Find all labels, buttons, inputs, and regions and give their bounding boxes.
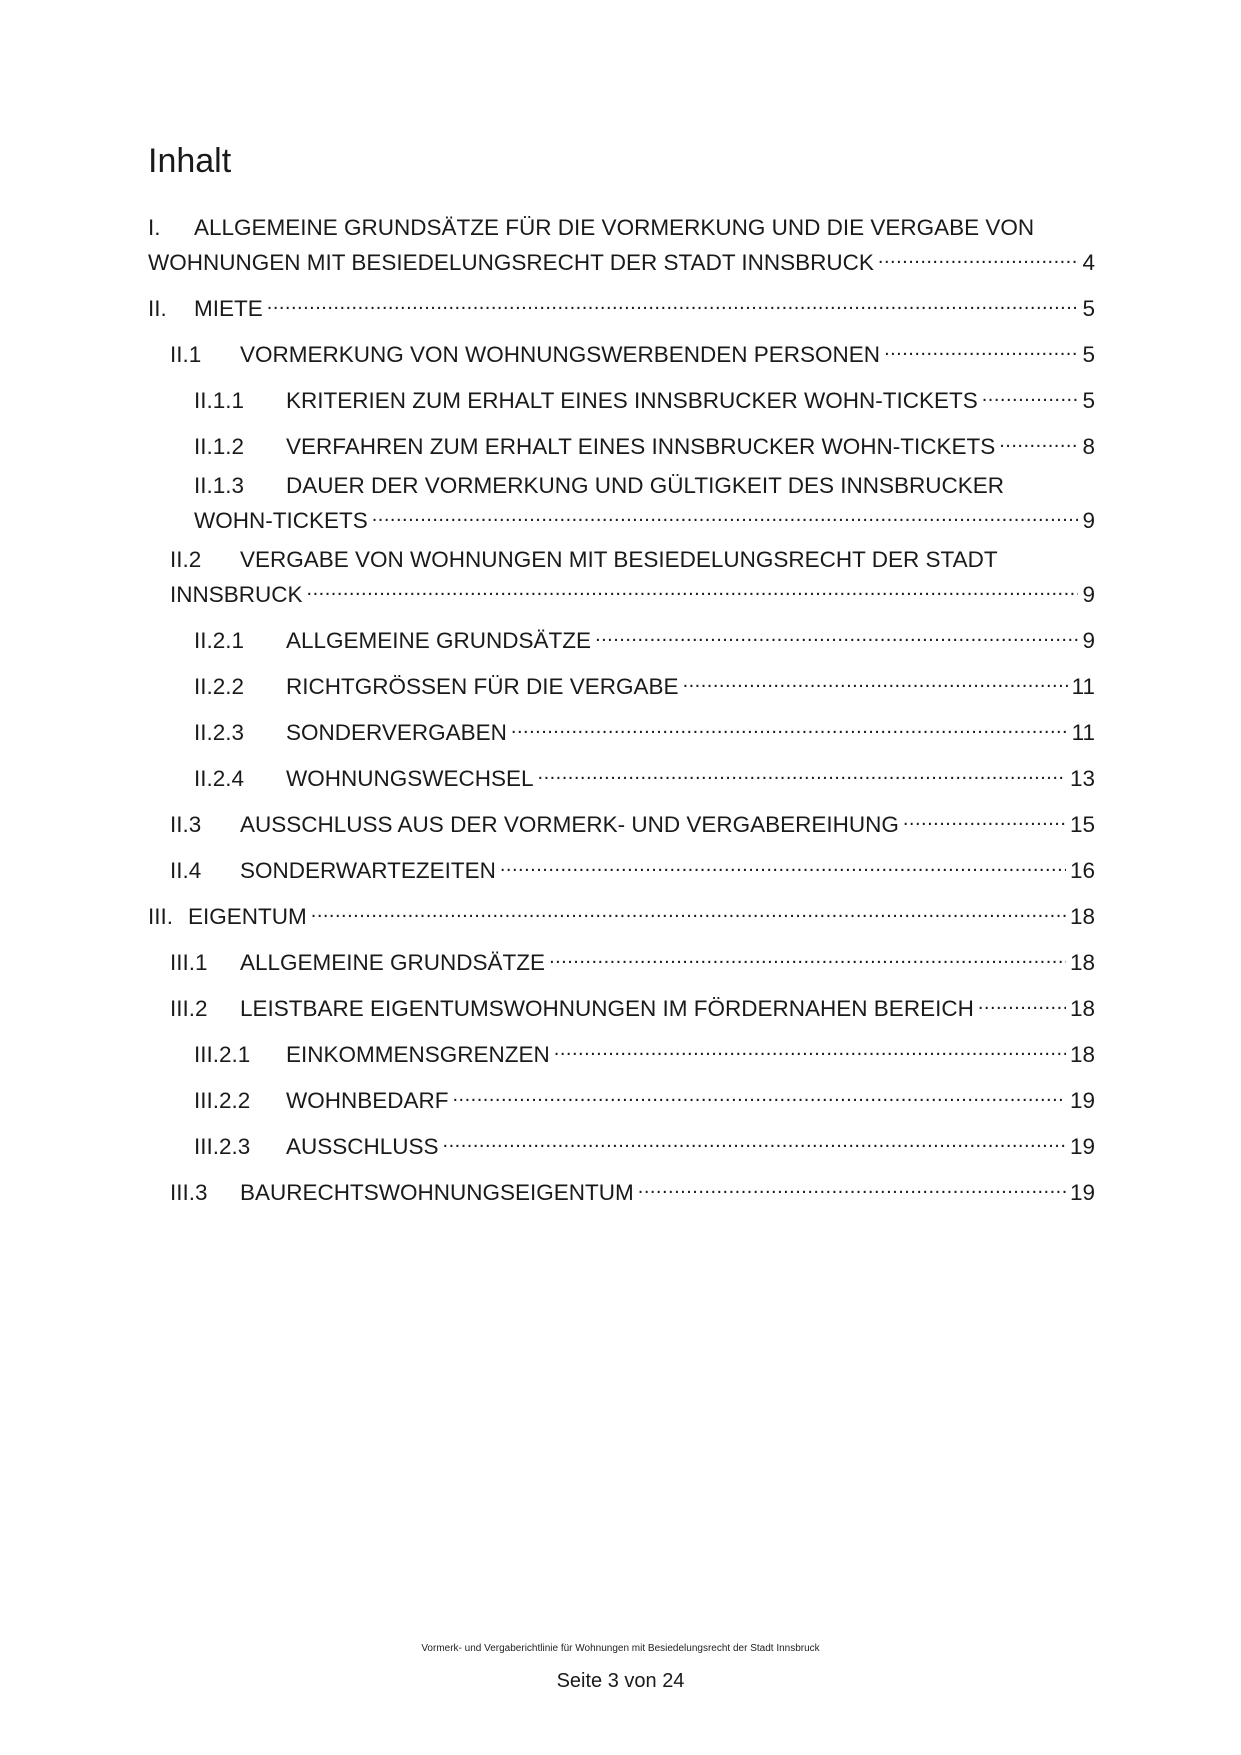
toc-entry-II-2-2[interactable] bbox=[148, 666, 1095, 701]
dot-leader bbox=[311, 896, 1066, 924]
dot-leader bbox=[878, 242, 1079, 270]
toc-page-number: 8 bbox=[1082, 434, 1095, 459]
toc-number: III.2.1 bbox=[194, 1042, 251, 1067]
toc-text: EIGENTUM bbox=[188, 904, 307, 929]
dot-leader bbox=[549, 942, 1066, 970]
toc-number: III.2.2 bbox=[194, 1088, 251, 1113]
toc-text-continued: WOHNUNGEN MIT BESIEDELUNGSRECHT DER STADT INNSBRUCK bbox=[148, 250, 874, 275]
toc-entry-III-1[interactable] bbox=[148, 942, 1095, 977]
toc-text: DAUER DER VORMERKUNG UND GÜLTIGKEIT DES INNSBRUCKER bbox=[286, 473, 1005, 498]
toc-entry-III-3[interactable] bbox=[148, 1172, 1095, 1207]
toc-number: III.3 bbox=[170, 1180, 208, 1205]
toc-entry-I[interactable] bbox=[148, 214, 1095, 277]
toc-page-number: 15 bbox=[1069, 812, 1095, 837]
toc-number: II.1.3 bbox=[194, 473, 245, 498]
page-title: Inhalt bbox=[148, 142, 232, 180]
toc-text: BAURECHTSWOHNUNGSEIGENTUM bbox=[240, 1180, 634, 1205]
toc-page-number: 19 bbox=[1069, 1134, 1095, 1159]
toc-entry-II-1-1[interactable] bbox=[148, 380, 1095, 415]
toc-number: II.2.3 bbox=[194, 720, 245, 745]
toc-entry-III-2-1[interactable] bbox=[148, 1034, 1095, 1069]
toc-entry-III-2-2[interactable] bbox=[148, 1080, 1095, 1115]
toc-page-number: 16 bbox=[1069, 858, 1095, 883]
toc-page-number: 18 bbox=[1069, 996, 1095, 1021]
toc-page-number: 5 bbox=[1082, 388, 1095, 413]
toc-number: II.2.4 bbox=[194, 766, 245, 791]
toc-text: ALLGEMEINE GRUNDSÄTZE bbox=[240, 950, 546, 975]
dot-leader bbox=[638, 1172, 1066, 1200]
dot-leader bbox=[884, 334, 1078, 362]
dot-leader bbox=[903, 804, 1066, 832]
toc-text: KRITERIEN ZUM ERHALT EINES INNSBRUCKER WOHN-TICKETS bbox=[286, 388, 978, 413]
toc-entry-II-1-3[interactable] bbox=[148, 472, 1095, 535]
toc-entry-II-2[interactable] bbox=[148, 546, 1095, 609]
toc-page-number: 5 bbox=[1082, 342, 1095, 367]
toc-entry-III[interactable] bbox=[148, 896, 1095, 931]
toc-number: II.1.2 bbox=[194, 434, 245, 459]
toc-number: II.1.1 bbox=[194, 388, 245, 413]
toc-page-number: 9 bbox=[1082, 508, 1095, 533]
toc-entry-II-2-3[interactable] bbox=[148, 712, 1095, 747]
toc-text: VERGABE VON WOHNUNGEN MIT BESIEDELUNGSRECHT DER STADT bbox=[240, 547, 998, 572]
toc-number: II.2.2 bbox=[194, 674, 245, 699]
toc-page-number: 9 bbox=[1082, 582, 1095, 607]
toc-text: VORMERKUNG VON WOHNUNGSWERBENDEN PERSONEN bbox=[240, 342, 881, 367]
toc-page-number: 4 bbox=[1082, 250, 1095, 275]
dot-leader bbox=[453, 1080, 1066, 1108]
dot-leader bbox=[267, 288, 1079, 316]
toc-number: II.3 bbox=[170, 812, 202, 837]
toc-text-continued: WOHN-TICKETS bbox=[194, 508, 368, 533]
toc-number: II.1 bbox=[170, 342, 202, 367]
dot-leader bbox=[978, 988, 1066, 1016]
dot-leader bbox=[500, 850, 1066, 878]
toc-text: MIETE bbox=[194, 296, 263, 321]
toc-entry-III-2-3[interactable] bbox=[148, 1126, 1095, 1161]
dot-leader bbox=[511, 712, 1068, 740]
toc-number: III.2.3 bbox=[194, 1134, 251, 1159]
toc-entry-II-1-2[interactable] bbox=[148, 426, 1095, 461]
dot-leader bbox=[443, 1126, 1066, 1154]
toc-text-continued: INNSBRUCK bbox=[170, 582, 303, 607]
toc-page-number: 18 bbox=[1069, 950, 1095, 975]
toc-text: SONDERWARTEZEITEN bbox=[240, 858, 496, 883]
toc-number: II.2 bbox=[170, 547, 202, 572]
toc-text: WOHNUNGSWECHSEL bbox=[286, 766, 534, 791]
table-of-contents bbox=[148, 214, 1095, 1218]
toc-entry-II[interactable] bbox=[148, 288, 1095, 323]
toc-page-number: 13 bbox=[1069, 766, 1095, 791]
toc-entry-III-2[interactable] bbox=[148, 988, 1095, 1023]
toc-page-number: 19 bbox=[1069, 1088, 1095, 1113]
toc-entry-II-2-1[interactable] bbox=[148, 620, 1095, 655]
footer-page-number: Seite 3 von 24 bbox=[556, 1670, 685, 1692]
toc-text: ALLGEMEINE GRUNDSÄTZE bbox=[286, 628, 592, 653]
toc-text: AUSSCHLUSS AUS DER VORMERK- UND VERGABEREIHUNG bbox=[240, 812, 899, 837]
toc-number: I. bbox=[148, 215, 161, 240]
dot-leader bbox=[372, 500, 1079, 528]
toc-page-number: 11 bbox=[1071, 720, 1095, 745]
toc-text: RICHTGRÖSSEN FÜR DIE VERGABE bbox=[286, 674, 679, 699]
dot-leader bbox=[982, 380, 1079, 408]
toc-page-number: 11 bbox=[1071, 674, 1095, 699]
toc-page-number: 5 bbox=[1082, 296, 1095, 321]
toc-number: II. bbox=[148, 296, 167, 321]
toc-number: III.2 bbox=[170, 996, 208, 1021]
toc-text: WOHNBEDARF bbox=[286, 1088, 449, 1113]
toc-text: ALLGEMEINE GRUNDSÄTZE FÜR DIE VORMERKUNG UND DIE VERGABE VON bbox=[194, 215, 1035, 240]
dot-leader bbox=[683, 666, 1068, 694]
toc-page-number: 18 bbox=[1069, 904, 1095, 929]
toc-number: III.1 bbox=[170, 950, 208, 975]
dot-leader bbox=[554, 1034, 1066, 1062]
toc-text: LEISTBARE EIGENTUMSWOHNUNGEN IM FÖRDERNAHEN BEREICH bbox=[240, 996, 974, 1021]
toc-page-number: 19 bbox=[1069, 1180, 1095, 1205]
toc-page-number: 18 bbox=[1069, 1042, 1095, 1067]
toc-number: III. bbox=[148, 904, 174, 929]
toc-text: EINKOMMENSGRENZEN bbox=[286, 1042, 550, 1067]
dot-leader bbox=[538, 758, 1066, 786]
dot-leader bbox=[595, 620, 1078, 648]
toc-number: II.2.1 bbox=[194, 628, 245, 653]
toc-entry-II-3[interactable] bbox=[148, 804, 1095, 839]
toc-text: SONDERVERGABEN bbox=[286, 720, 507, 745]
toc-page-number: 9 bbox=[1082, 628, 1095, 653]
toc-entry-II-2-4[interactable] bbox=[148, 758, 1095, 793]
toc-entry-II-1[interactable] bbox=[148, 334, 1095, 369]
toc-number: II.4 bbox=[170, 858, 202, 883]
toc-text: AUSSCHLUSS bbox=[286, 1134, 439, 1159]
toc-entry-II-4[interactable] bbox=[148, 850, 1095, 885]
footer-document-title: Vormerk- und Vergaberichtlinie für Wohnungen mit Besiedelungsrecht der Stadt Innsbruck bbox=[421, 1643, 820, 1654]
dot-leader bbox=[999, 426, 1078, 454]
dot-leader bbox=[307, 574, 1079, 602]
toc-text: VERFAHREN ZUM ERHALT EINES INNSBRUCKER WOHN-TICKETS bbox=[286, 434, 996, 459]
